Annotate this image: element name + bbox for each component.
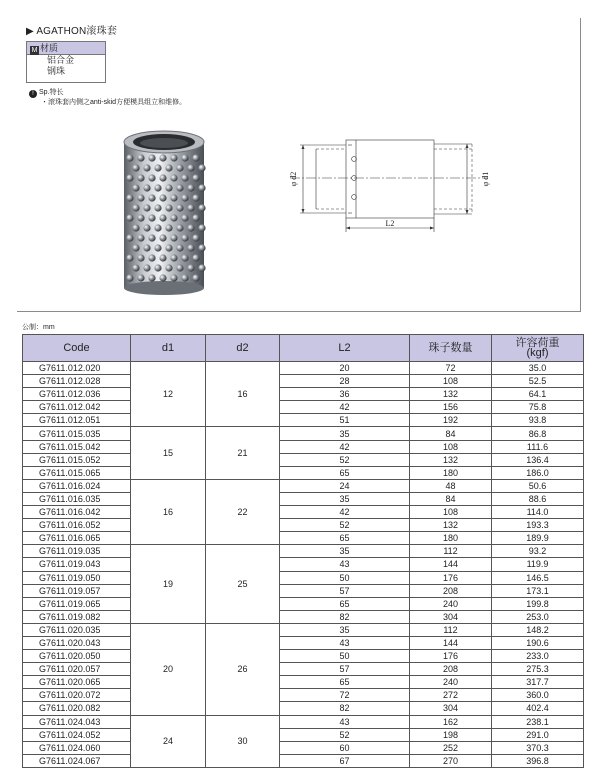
cell-ball-count: 108 (410, 440, 492, 453)
cell-code: G7611.015.042 (23, 440, 131, 453)
ball-icon (176, 184, 183, 191)
ball-icon (192, 234, 199, 241)
cell-load: 190.6 (492, 636, 584, 649)
cell-d1: 15 (131, 427, 206, 479)
cell-load: 111.6 (492, 440, 584, 453)
cell-ball-count: 176 (410, 571, 492, 584)
ball-icon (192, 194, 199, 201)
table-row (23, 427, 584, 440)
cell-ball-count: 84 (410, 492, 492, 505)
cell-code: G7611.012.036 (23, 388, 131, 401)
cell-load: 189.9 (492, 532, 584, 545)
cell-load: 360.0 (492, 689, 584, 702)
ball-cage-photo (118, 128, 210, 296)
cell-l2: 35 (280, 492, 410, 505)
l2-label: L2 (385, 219, 395, 228)
cell-d2: 16 (206, 362, 280, 427)
cell-load: 64.1 (492, 388, 584, 401)
cell-ball-count: 270 (410, 754, 492, 767)
cell-l2: 42 (280, 506, 410, 519)
ball-icon (154, 184, 161, 191)
ball-icon (126, 234, 133, 241)
table-row (23, 702, 584, 715)
cell-l2: 43 (280, 636, 410, 649)
cell-l2: 36 (280, 388, 410, 401)
ball-icon (170, 254, 177, 261)
cell-ball-count: 84 (410, 427, 492, 440)
cell-d2: 22 (206, 479, 280, 544)
cell-l2: 50 (280, 571, 410, 584)
cell-code: G7611.015.035 (23, 427, 131, 440)
cell-l2: 35 (280, 427, 410, 440)
cell-d1: 19 (131, 545, 206, 624)
ball-icon (198, 244, 205, 251)
ball-icon (137, 274, 144, 281)
ball-icon (143, 244, 150, 251)
cell-load: 173.1 (492, 584, 584, 597)
ball-icon (181, 154, 188, 161)
cell-code: G7611.020.072 (23, 689, 131, 702)
ball-icon (148, 154, 155, 161)
unit-note: 公制：mm (22, 324, 55, 331)
table-row (23, 663, 584, 676)
ball-icon (126, 154, 133, 161)
col-header-ball-count: 珠子数量 (410, 335, 492, 362)
cell-ball-count: 208 (410, 584, 492, 597)
cell-ball-count: 198 (410, 728, 492, 741)
cell-ball-count: 108 (410, 375, 492, 388)
cell-load: 291.0 (492, 728, 584, 741)
cell-load: 253.0 (492, 610, 584, 623)
cell-ball-count: 240 (410, 597, 492, 610)
ball-icon (198, 184, 205, 191)
ball-icon (126, 174, 133, 181)
ball-icon (159, 254, 166, 261)
cell-l2: 67 (280, 754, 410, 767)
ball-icon (198, 224, 205, 231)
cell-ball-count: 112 (410, 623, 492, 636)
ball-icon (137, 194, 144, 201)
cell-load: 238.1 (492, 715, 584, 728)
cell-l2: 42 (280, 440, 410, 453)
cell-load: 75.8 (492, 401, 584, 414)
cell-ball-count: 180 (410, 532, 492, 545)
cell-ball-count: 132 (410, 388, 492, 401)
ball-icon (132, 224, 139, 231)
cell-load: 146.5 (492, 571, 584, 584)
cell-l2: 43 (280, 715, 410, 728)
technical-drawing (276, 132, 506, 242)
ball-icon (137, 214, 144, 221)
cell-ball-count: 108 (410, 506, 492, 519)
ball-icon (176, 244, 183, 251)
cell-code: G7611.020.057 (23, 663, 131, 676)
ball-icon (126, 194, 133, 201)
cell-load: 52.5 (492, 375, 584, 388)
ball-icon (170, 234, 177, 241)
table-row (23, 584, 584, 597)
cell-load: 119.9 (492, 558, 584, 571)
ball-icon (165, 244, 172, 251)
ball-icon (181, 194, 188, 201)
cell-code: G7611.020.065 (23, 676, 131, 689)
ball-icon (148, 254, 155, 261)
ball-icon (176, 164, 183, 171)
d2-label: φ d2 (289, 171, 298, 187)
cell-ball-count: 180 (410, 466, 492, 479)
cell-l2: 52 (280, 728, 410, 741)
cell-ball-count: 156 (410, 401, 492, 414)
ball-icon (154, 164, 161, 171)
table-row (23, 715, 584, 728)
ball-icon (198, 164, 205, 171)
ball-icon (143, 184, 150, 191)
ball-icon (159, 194, 166, 201)
cell-l2: 35 (280, 545, 410, 558)
table-row (23, 597, 584, 610)
table-row (23, 401, 584, 414)
ball-icon (187, 264, 194, 271)
cell-ball-count: 272 (410, 689, 492, 702)
ball-icon (176, 224, 183, 231)
cell-load: 370.3 (492, 741, 584, 754)
table-row (23, 453, 584, 466)
material-label: 材质 (40, 43, 59, 53)
cell-load: 186.0 (492, 466, 584, 479)
cell-code: G7611.024.043 (23, 715, 131, 728)
cell-d1: 24 (131, 715, 206, 767)
cell-code: G7611.015.065 (23, 466, 131, 479)
ball-icon (187, 164, 194, 171)
ball-icon (132, 264, 139, 271)
table-row (23, 741, 584, 754)
cell-ball-count: 304 (410, 610, 492, 623)
cell-code: G7611.019.057 (23, 584, 131, 597)
ball-icon (165, 204, 172, 211)
table-row (23, 545, 584, 558)
cell-d2: 25 (206, 545, 280, 624)
table-row (23, 440, 584, 453)
cell-load: 93.2 (492, 545, 584, 558)
cell-l2: 50 (280, 650, 410, 663)
ball-icon (154, 224, 161, 231)
cell-load: 402.4 (492, 702, 584, 715)
table-row (23, 728, 584, 741)
cell-code: G7611.016.065 (23, 532, 131, 545)
cell-ball-count: 112 (410, 545, 492, 558)
material-item: 钢珠 (47, 66, 66, 76)
col-header-d1: d1 (131, 335, 206, 362)
ball-icon (137, 254, 144, 261)
cell-code: G7611.015.052 (23, 453, 131, 466)
cell-d2: 21 (206, 427, 280, 479)
cell-l2: 43 (280, 558, 410, 571)
ball-icon (148, 174, 155, 181)
cell-ball-count: 176 (410, 650, 492, 663)
cell-code: G7611.012.051 (23, 414, 131, 427)
cell-l2: 65 (280, 676, 410, 689)
load-header-unit: (kgf) (526, 347, 549, 359)
cell-code: G7611.016.052 (23, 519, 131, 532)
cell-ball-count: 304 (410, 702, 492, 715)
cell-l2: 65 (280, 466, 410, 479)
table-row (23, 519, 584, 532)
ball-icon (143, 204, 150, 211)
cell-l2: 20 (280, 362, 410, 375)
ball-icon (148, 194, 155, 201)
d1-label: φ d1 (481, 171, 490, 187)
material-item: 铝合金 (47, 55, 75, 65)
spec-table (22, 334, 584, 768)
table-row (23, 650, 584, 663)
cell-code: G7611.024.060 (23, 741, 131, 754)
ball-icon (170, 214, 177, 221)
cell-l2: 24 (280, 479, 410, 492)
cell-load: 199.8 (492, 597, 584, 610)
cell-d1: 12 (131, 362, 206, 427)
ball-icon (192, 214, 199, 221)
cell-l2: 82 (280, 702, 410, 715)
table-row (23, 466, 584, 479)
ball-icon (181, 274, 188, 281)
ball-icon (126, 214, 133, 221)
ball-icon (165, 264, 172, 271)
ball-icon (154, 264, 161, 271)
table-row (23, 636, 584, 649)
cell-code: G7611.012.020 (23, 362, 131, 375)
ball-icon (143, 164, 150, 171)
cell-l2: 51 (280, 414, 410, 427)
cell-l2: 35 (280, 623, 410, 636)
cell-ball-count: 144 (410, 558, 492, 571)
sp-label: Sp.特长 (39, 89, 64, 96)
ball-icon (148, 274, 155, 281)
ball-icon (170, 174, 177, 181)
cell-l2: 60 (280, 741, 410, 754)
table-row (23, 492, 584, 505)
cell-ball-count: 240 (410, 676, 492, 689)
material-header (27, 42, 105, 55)
ball-icon (137, 234, 144, 241)
table-row (23, 532, 584, 545)
ball-icon (181, 234, 188, 241)
cell-load: 86.8 (492, 427, 584, 440)
ball-icon (159, 274, 166, 281)
ball-icon (132, 204, 139, 211)
cell-d1: 16 (131, 479, 206, 544)
ball-icon (159, 214, 166, 221)
cell-code: G7611.024.052 (23, 728, 131, 741)
cell-code: G7611.012.028 (23, 375, 131, 388)
cell-l2: 65 (280, 597, 410, 610)
ball-icon (192, 274, 199, 281)
ball-icon (170, 274, 177, 281)
ball-icon (198, 264, 205, 271)
cell-l2: 57 (280, 663, 410, 676)
ball-icon (181, 254, 188, 261)
col-header-load (492, 335, 584, 362)
cell-load: 136.4 (492, 453, 584, 466)
cell-l2: 65 (280, 532, 410, 545)
cell-load: 317.7 (492, 676, 584, 689)
ball-icon (192, 174, 199, 181)
ball-icon (132, 244, 139, 251)
cell-load: 114.0 (492, 506, 584, 519)
ball-icon (181, 214, 188, 221)
cell-ball-count: 132 (410, 519, 492, 532)
feature-text: ・滚珠套内侧之anti-skid方便模具组立和维修。 (41, 99, 187, 106)
cell-l2: 82 (280, 610, 410, 623)
ball-icon (159, 234, 166, 241)
cell-load: 148.2 (492, 623, 584, 636)
cell-code: G7611.024.067 (23, 754, 131, 767)
col-header-code: Code (23, 335, 131, 362)
table-row (23, 689, 584, 702)
cell-code: G7611.016.024 (23, 479, 131, 492)
ball-icon (170, 194, 177, 201)
cell-l2: 52 (280, 519, 410, 532)
table-row (23, 375, 584, 388)
cell-code: G7611.012.042 (23, 401, 131, 414)
ball-icon (187, 224, 194, 231)
ball-icon (137, 174, 144, 181)
info-icon: ! (29, 90, 37, 98)
ball-icon (187, 204, 194, 211)
ball-icon (176, 264, 183, 271)
cell-ball-count: 252 (410, 741, 492, 754)
cell-ball-count: 192 (410, 414, 492, 427)
table-row (23, 610, 584, 623)
col-header-l2: L2 (280, 335, 410, 362)
ball-icon (187, 184, 194, 191)
table-row (23, 623, 584, 636)
cell-code: G7611.020.050 (23, 650, 131, 663)
cell-code: G7611.019.035 (23, 545, 131, 558)
cell-load: 88.6 (492, 492, 584, 505)
ball-icon (137, 154, 144, 161)
table-row (23, 676, 584, 689)
ball-icon (132, 184, 139, 191)
ball-icon (198, 204, 205, 211)
load-header-line1: 许容荷重 (515, 337, 560, 349)
cell-load: 396.8 (492, 754, 584, 767)
cell-code: G7611.019.082 (23, 610, 131, 623)
cell-d2: 30 (206, 715, 280, 767)
cell-code: G7611.019.043 (23, 558, 131, 571)
ball-icon (143, 264, 150, 271)
col-header-d2: d2 (206, 335, 280, 362)
cell-d2: 26 (206, 623, 280, 715)
cell-ball-count: 162 (410, 715, 492, 728)
material-icon: M (31, 47, 38, 54)
table-row (23, 571, 584, 584)
cell-load: 50.6 (492, 479, 584, 492)
ball-icon (165, 164, 172, 171)
cell-ball-count: 132 (410, 453, 492, 466)
table-row (23, 479, 584, 492)
cell-code: G7611.019.065 (23, 597, 131, 610)
ball-icon (181, 174, 188, 181)
ball-icon (165, 184, 172, 191)
cell-l2: 28 (280, 375, 410, 388)
cell-d1: 20 (131, 623, 206, 715)
table-header-row (23, 335, 584, 362)
cell-l2: 42 (280, 401, 410, 414)
cell-load: 35.0 (492, 362, 584, 375)
ball-icon (159, 174, 166, 181)
cell-code: G7611.016.035 (23, 492, 131, 505)
ball-icon (187, 244, 194, 251)
cell-code: G7611.016.042 (23, 506, 131, 519)
table-row (23, 414, 584, 427)
ball-icon (143, 224, 150, 231)
ball-icon (148, 234, 155, 241)
cell-code: G7611.019.050 (23, 571, 131, 584)
ball-icon (192, 154, 199, 161)
cell-l2: 52 (280, 453, 410, 466)
cell-load: 93.8 (492, 414, 584, 427)
table-row (23, 362, 584, 375)
cell-code: G7611.020.035 (23, 623, 131, 636)
table-row (23, 506, 584, 519)
material-box (26, 41, 106, 83)
ball-icon (154, 204, 161, 211)
cell-ball-count: 208 (410, 663, 492, 676)
ball-icon (148, 214, 155, 221)
ball-icon (126, 254, 133, 261)
table-row (23, 754, 584, 767)
cell-load: 275.3 (492, 663, 584, 676)
ball-icon (176, 204, 183, 211)
cell-l2: 72 (280, 689, 410, 702)
cell-code: G7611.020.043 (23, 636, 131, 649)
ball-icon (192, 254, 199, 261)
cell-load: 193.3 (492, 519, 584, 532)
ball-icon (165, 224, 172, 231)
ball-icon (159, 154, 166, 161)
ball-icon (170, 154, 177, 161)
cell-ball-count: 72 (410, 362, 492, 375)
ball-icon (154, 244, 161, 251)
ball-icon (132, 164, 139, 171)
table-row (23, 558, 584, 571)
product-title: ▶ AGATHON滚珠套 (26, 26, 118, 37)
cell-ball-count: 144 (410, 636, 492, 649)
cell-ball-count: 48 (410, 479, 492, 492)
cell-l2: 57 (280, 584, 410, 597)
cell-load: 233.0 (492, 650, 584, 663)
cell-code: G7611.020.082 (23, 702, 131, 715)
ball-icon (126, 274, 133, 281)
table-row (23, 388, 584, 401)
